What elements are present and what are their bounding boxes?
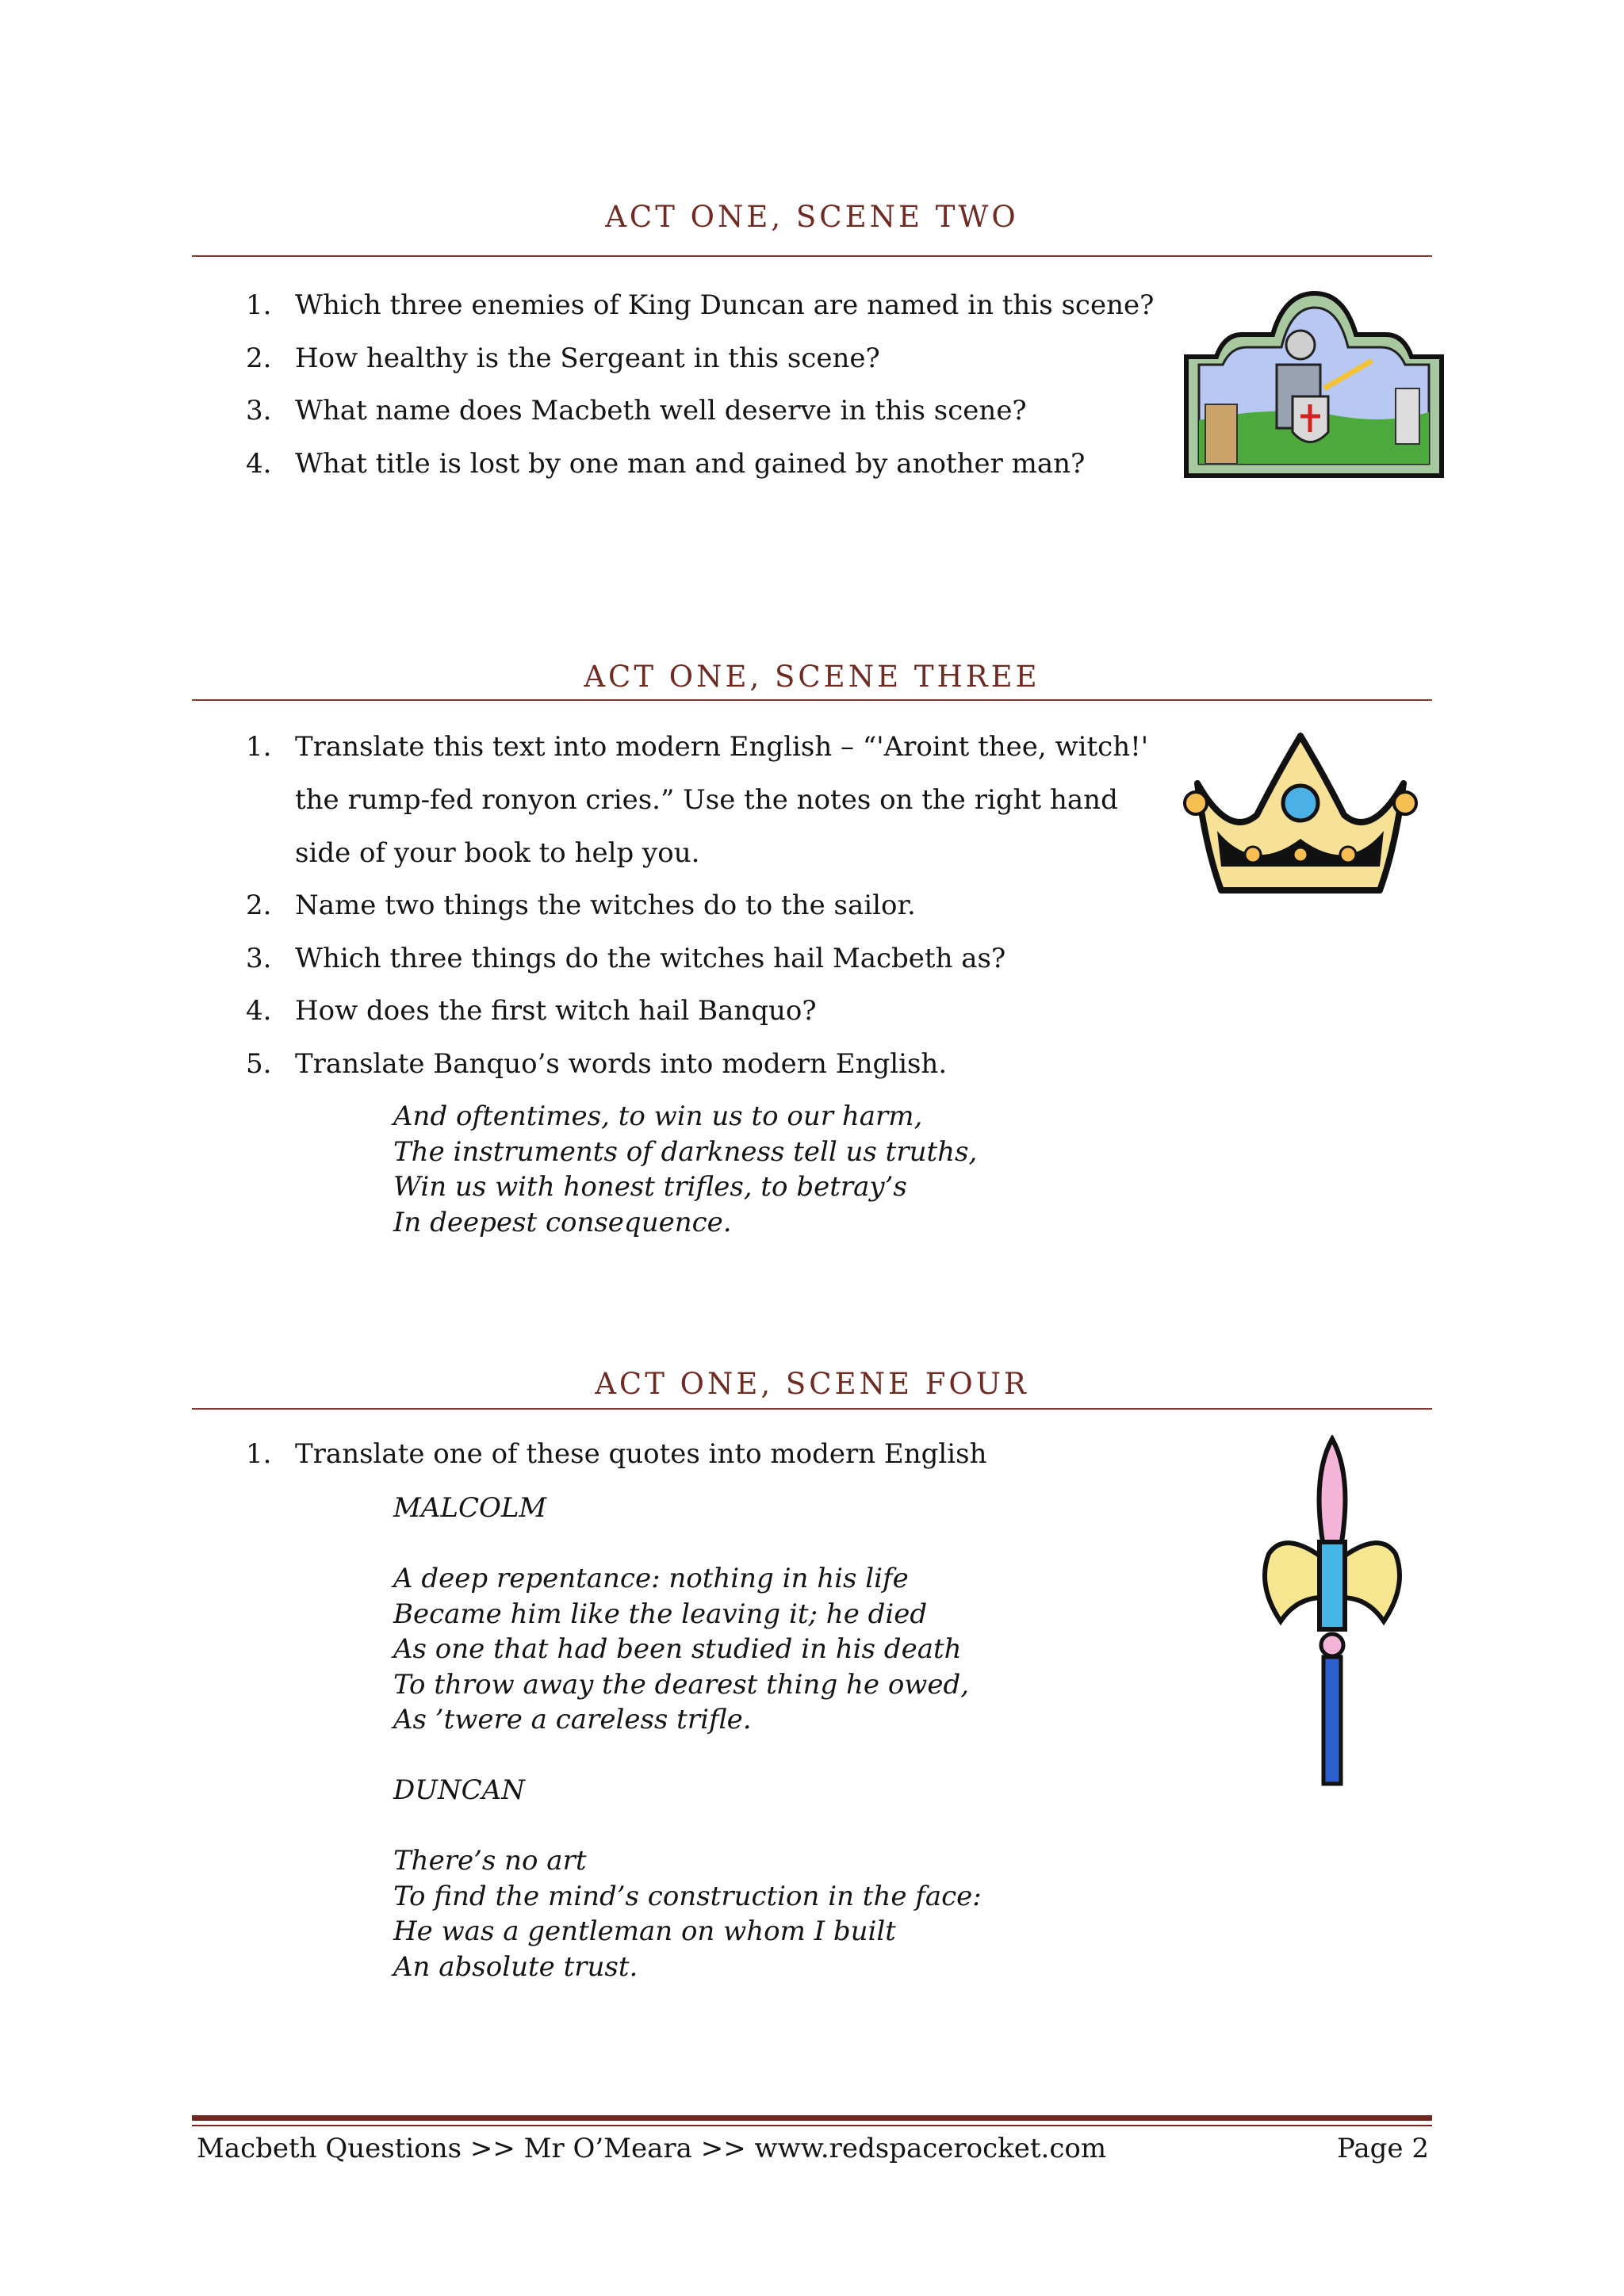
question-number: 2.: [246, 890, 272, 921]
knight-icon: [1182, 285, 1447, 480]
section-heading-scene-three: ACT ONE, SCENE THREE: [584, 660, 1040, 694]
list-item: [246, 438, 1158, 491]
list-item: [246, 879, 1158, 932]
question-text: Which three things do the witches hail Macbeth as?: [295, 943, 1006, 974]
section-divider: [192, 255, 1432, 257]
question-number: 1.: [246, 731, 272, 763]
list-item: [246, 1428, 1158, 1481]
question-number: 3.: [246, 395, 272, 427]
question-text: Translate Banquo’s words into modern English.: [295, 1048, 948, 1080]
question-text: What title is lost by one man and gained by another man?: [295, 448, 1086, 480]
section-divider: [192, 699, 1432, 701]
section-divider: [192, 1408, 1432, 1410]
page-number: Page 2: [1337, 2133, 1429, 2164]
section-heading-scene-four: ACT ONE, SCENE FOUR: [595, 1367, 1029, 1401]
list-item: [246, 1038, 1158, 1091]
list-item: [246, 385, 1158, 438]
question-text: What name does Macbeth well deserve in this scene?: [295, 395, 1027, 427]
question-number: 4.: [246, 448, 272, 480]
question-number: 3.: [246, 943, 272, 974]
question-number: 2.: [246, 342, 272, 374]
list-item: [246, 932, 1158, 985]
question-text: Translate one of these quotes into modern English: [295, 1438, 987, 1470]
question-number: 4.: [246, 995, 272, 1027]
halberd-icon: [1237, 1435, 1427, 1792]
question-text: How healthy is the Sergeant in this scene?: [295, 342, 880, 374]
footer-divider: [192, 2115, 1432, 2121]
question-text: Which three enemies of King Duncan are named in this scene?: [295, 289, 1155, 321]
question-text: How does the first witch hail Banquo?: [295, 995, 817, 1027]
footer-divider-thin: [192, 2125, 1432, 2126]
list-item: [246, 279, 1158, 332]
banquo-quote: And oftentimes, to win us to our harm, The instruments of darkness tell us truths, Win us with honest trifles, to betray’s In deepest consequence.: [393, 1100, 978, 1238]
question-number: 5.: [246, 1048, 272, 1080]
question-text: Translate this text into modern English – “'Aroint thee, witch!' the rump-fed ronyon cries.” Use the notes on the right hand side of your book to help you.: [295, 731, 1149, 869]
crown-icon: [1182, 728, 1419, 894]
malcolm-duncan-quotes: MALCOLM A deep repentance: nothing in his life Became him like the leaving it; he died As one that had been studied in his death To throw away the dearest thing he owed, As ’twere a careless trifle. DUNCAN There’s no art To find the mind’s construction in the face: He was a gentleman on whom I built An absolute trust.: [393, 1492, 982, 1983]
question-number: 1.: [246, 289, 272, 321]
list-item: [246, 332, 1158, 385]
list-item: [246, 721, 1158, 880]
question-text: Name two things the witches do to the sailor.: [295, 890, 916, 921]
section-heading-scene-two: ACT ONE, SCENE TWO: [605, 200, 1019, 234]
question-number: 1.: [246, 1438, 272, 1470]
list-item: [246, 985, 1158, 1038]
footer-left-text: Macbeth Questions >> Mr O’Meara >> www.redspacerocket.com: [197, 2133, 1107, 2164]
